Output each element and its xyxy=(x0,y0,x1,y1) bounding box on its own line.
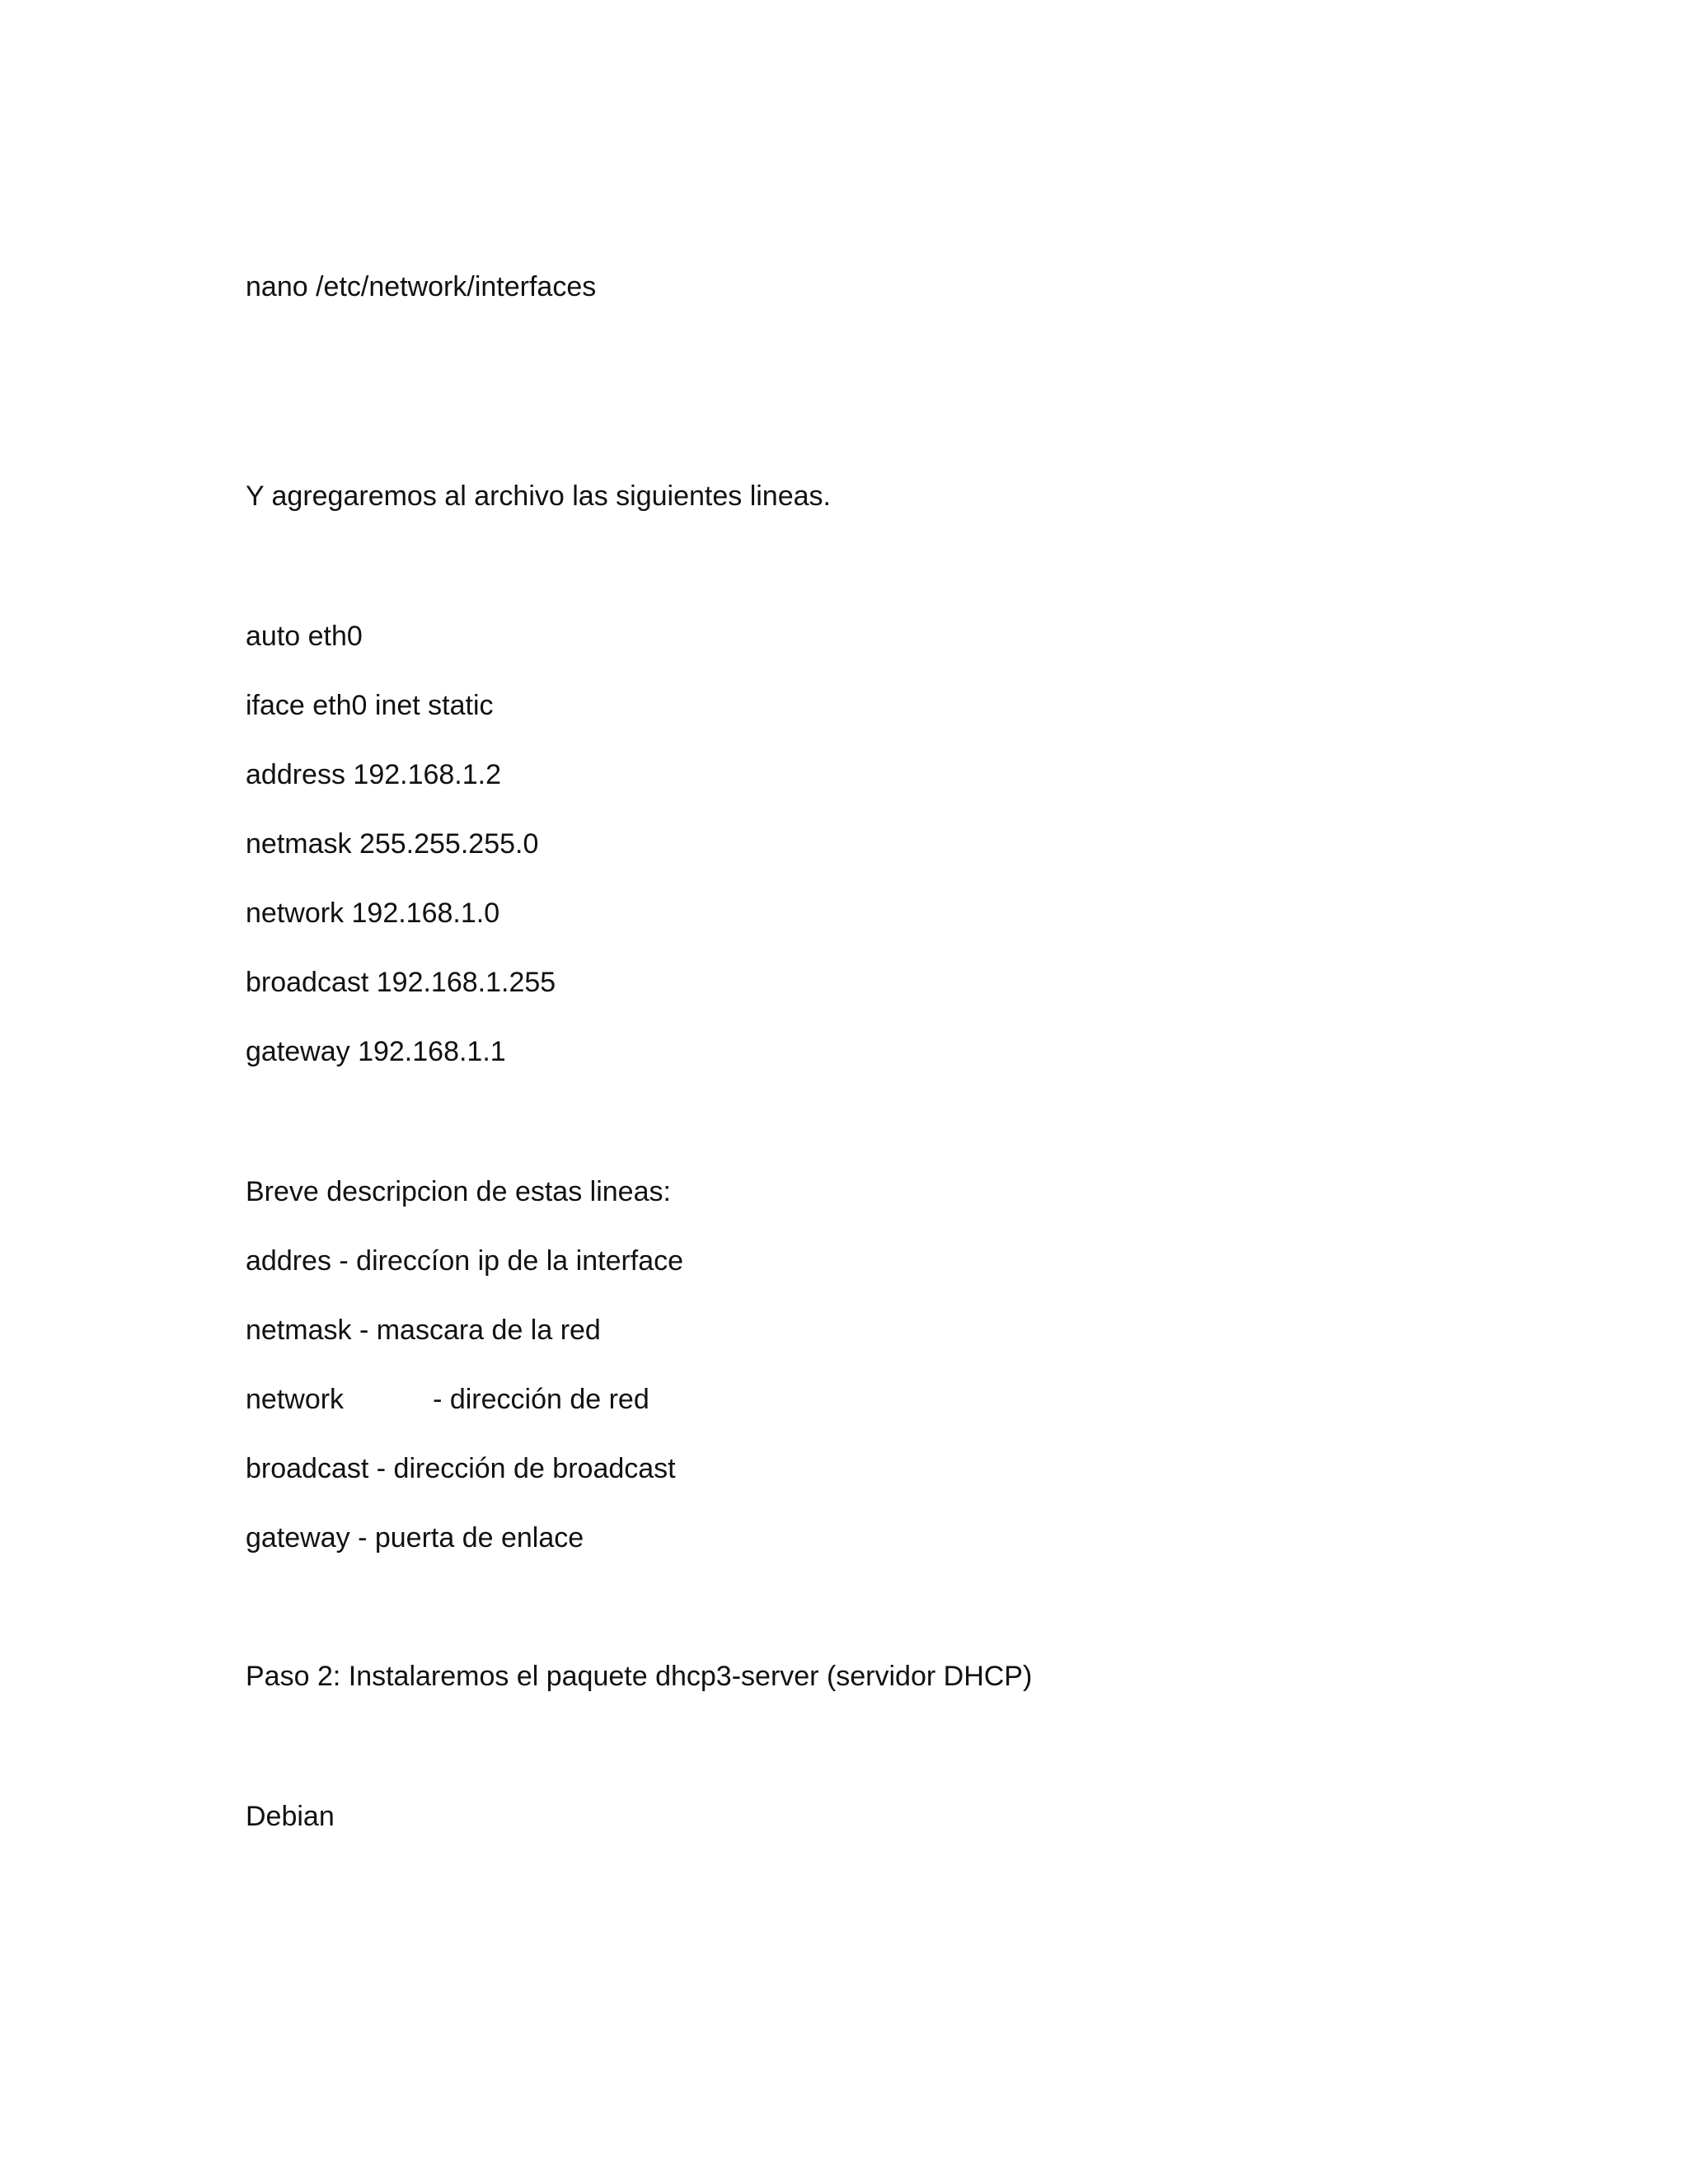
description-network-text: - dirección de red xyxy=(433,1384,649,1415)
description-network xyxy=(246,1383,649,1416)
config-line-gateway: gateway 192.168.1.1 xyxy=(246,1036,506,1067)
config-line-address: address 192.168.1.2 xyxy=(246,759,502,790)
config-line-netmask: netmask 255.255.255.0 xyxy=(246,828,539,860)
step-2-heading: Paso 2: Instalaremos el paquete dhcp3-server (servidor DHCP) xyxy=(246,1661,1033,1692)
description-network-term: network xyxy=(246,1384,345,1415)
intro-paragraph: Y agregaremos al archivo las siguientes lineas. xyxy=(246,480,831,512)
config-line-broadcast: broadcast 192.168.1.255 xyxy=(246,967,556,998)
description-netmask: netmask - mascara de la red xyxy=(246,1315,601,1346)
config-line-auto: auto eth0 xyxy=(246,621,363,652)
description-broadcast: broadcast - dirección de broadcast xyxy=(246,1453,676,1484)
description-title: Breve descripcion de estas lineas: xyxy=(246,1176,671,1207)
description-address: addres - direccíon ip de la interface xyxy=(246,1245,684,1277)
config-line-iface: iface eth0 inet static xyxy=(246,690,494,721)
config-line-network: network 192.168.1.0 xyxy=(246,898,500,929)
distro-label: Debian xyxy=(246,1801,335,1832)
command-line: nano /etc/network/interfaces xyxy=(246,271,597,302)
description-gateway: gateway - puerta de enlace xyxy=(246,1522,584,1554)
